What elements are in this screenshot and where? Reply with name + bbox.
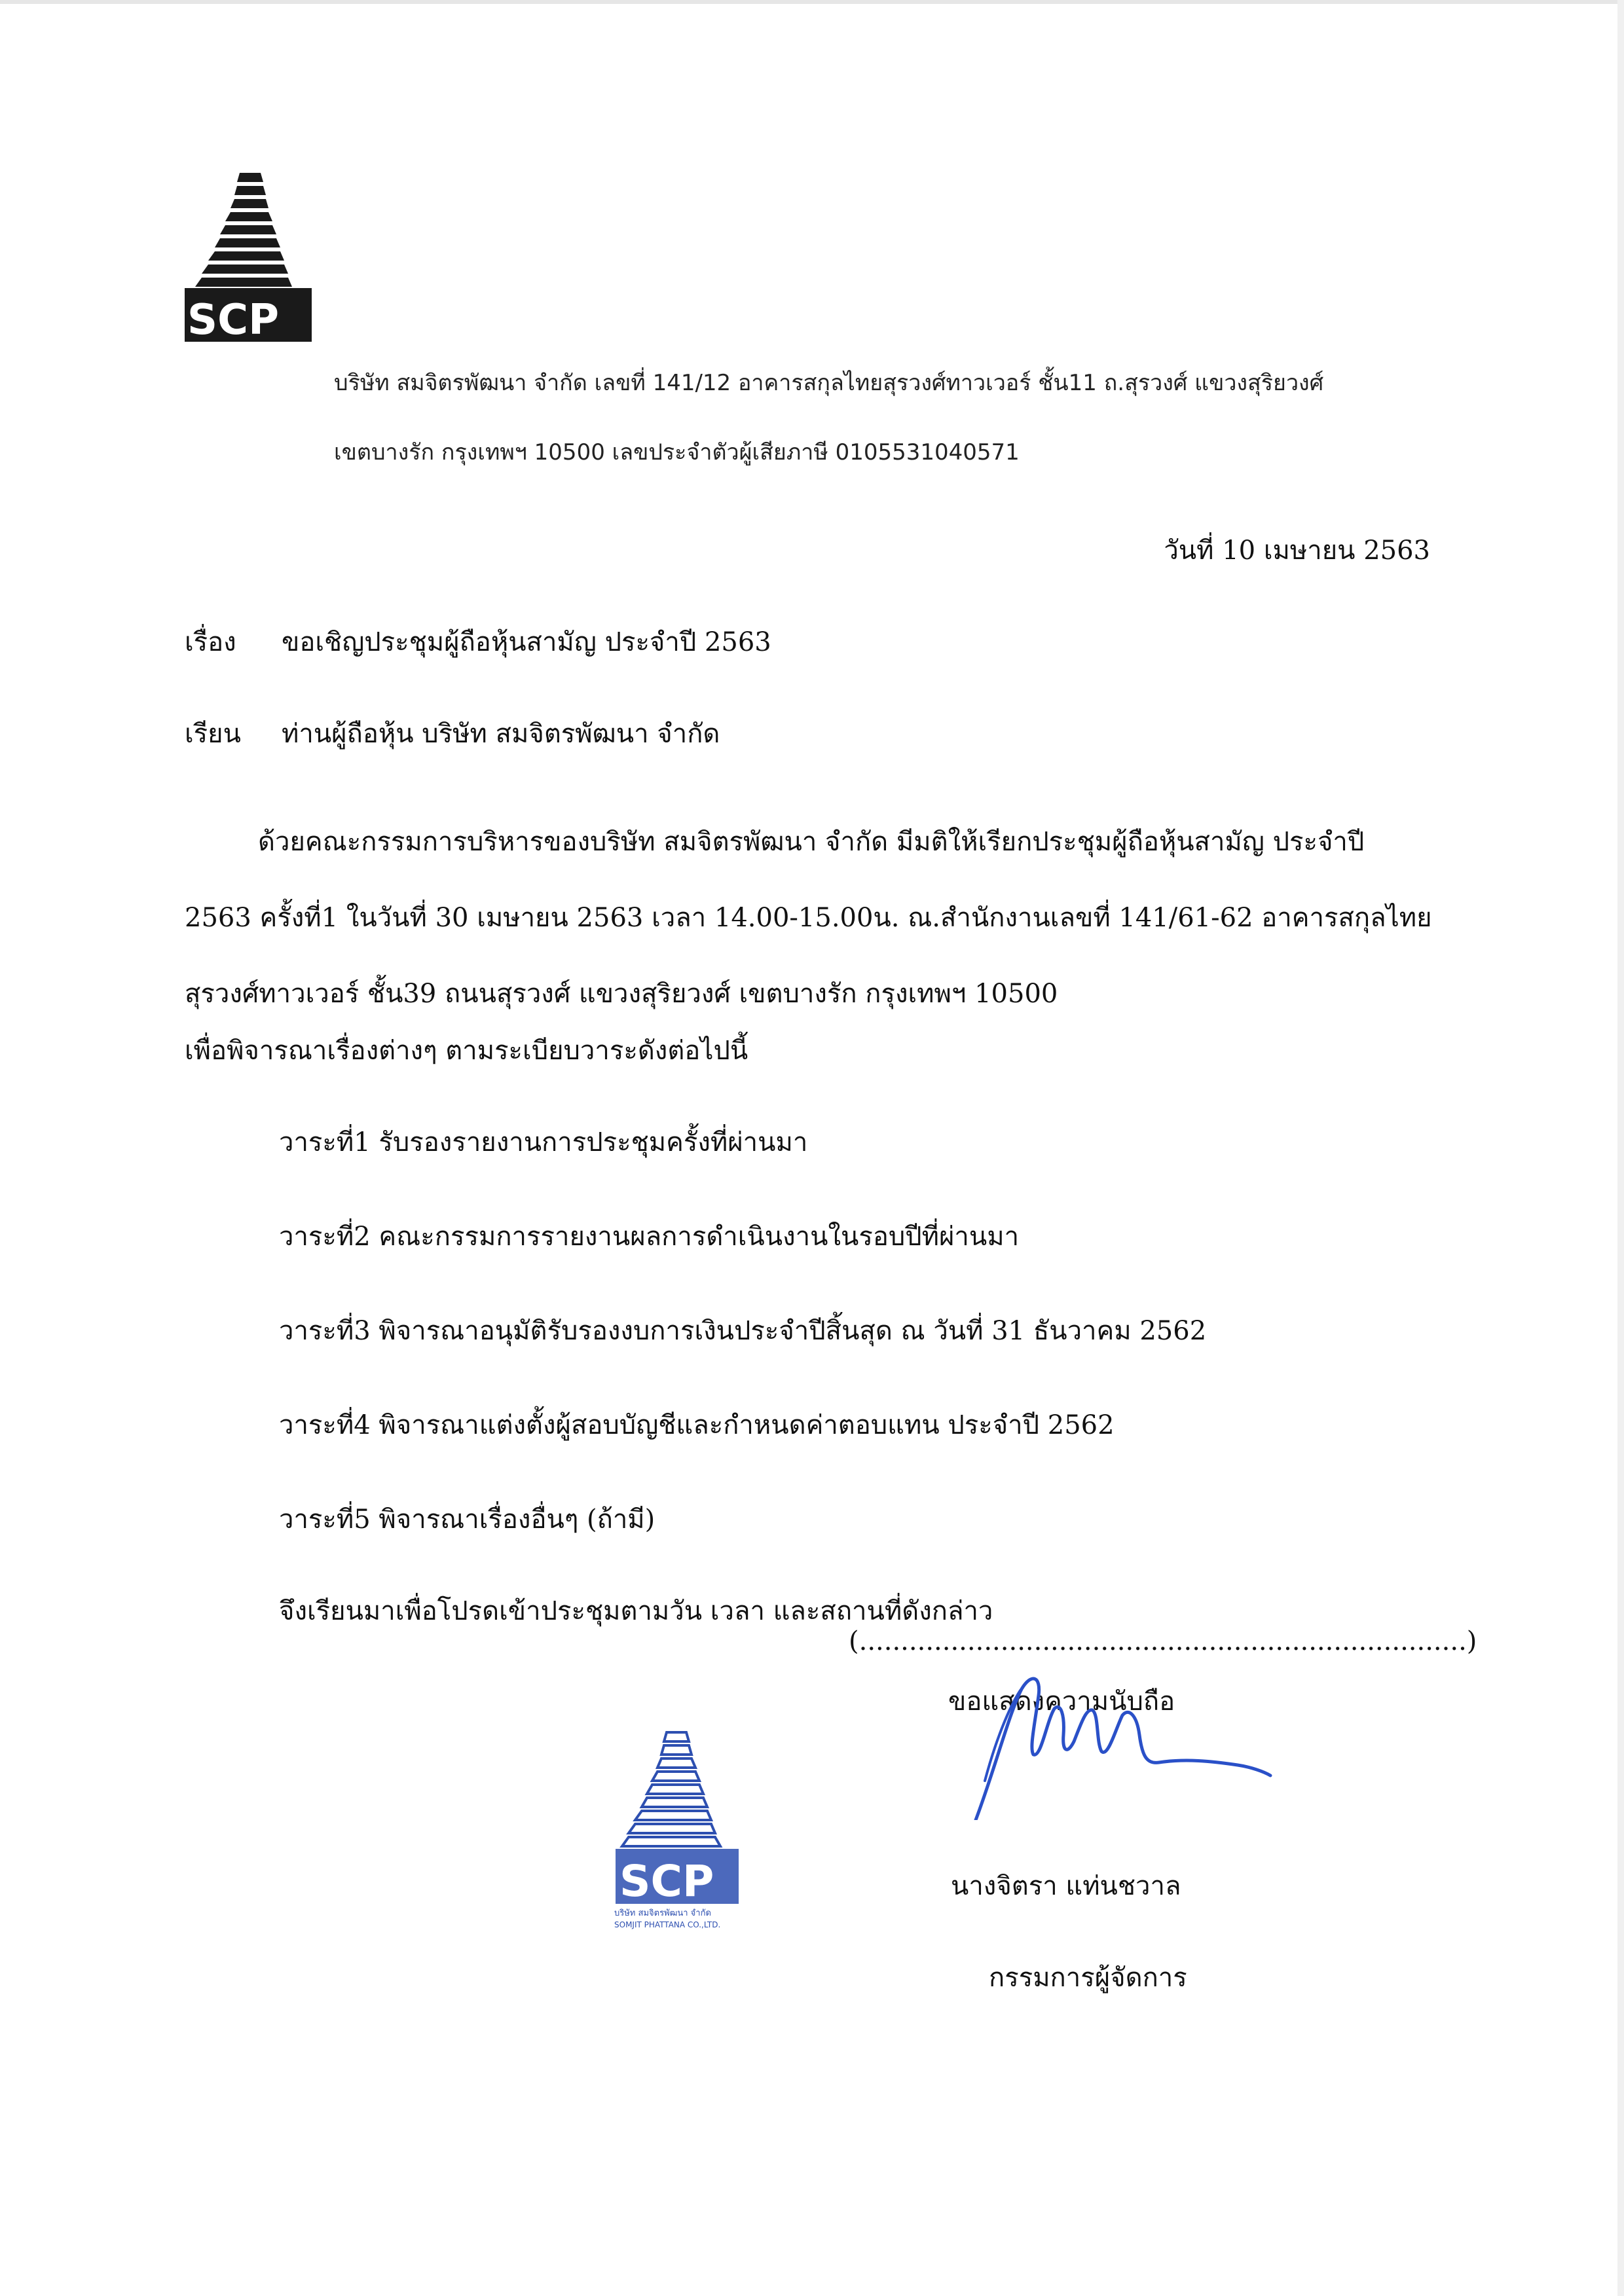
body-line-1: ด้วยคณะกรรมการบริหารของบริษัท สมจิตรพัฒนา จำกัด มีมติให้เรียกประชุมผู้ถือหุ้นสามัญ ประจำปี [258, 827, 1365, 857]
subject-label: เรื่อง [185, 627, 236, 657]
agenda-list [279, 1121, 1206, 1592]
salutation-line [185, 712, 720, 754]
body-line-2: 2563 ครั้งที่1 ในวันที่ 30 เมษายน 2563 เวลา 14.00-15.00น. ณ.สำนักงานเลขที่ 141/61-62 อาคารสกุลไทย [185, 903, 1432, 933]
subject-text: ขอเชิญประชุมผู้ถือหุ้นสามัญ ประจำปี 2563 [282, 627, 771, 657]
letterhead-line-2: เขตบางรัก กรุงเทพฯ 10500 เลขประจำตัวผู้เสียภาษี 0105531040571 [334, 439, 1020, 465]
stamp-caption-thai: บริษัท สมจิตรพัฒนา จำกัด [614, 1908, 711, 1918]
agenda-item: วาระที่4 พิจารณาแต่งตั้งผู้สอบบัญชีและกำหนดค่าตอบแทน ประจำปี 2562 [279, 1410, 1115, 1440]
letterhead [334, 348, 1447, 487]
agenda-item: วาระที่1 รับรองรายงานการประชุมครั้งที่ผ่านมา [279, 1127, 808, 1157]
body-line-3: สุรวงศ์ทาวเวอร์ ชั้น39 ถนนสุรวงศ์ แขวงสุริยวงศ์ เขตบางรัก กรุงเทพฯ 10500 [185, 979, 1058, 1009]
subject-line [185, 621, 771, 663]
signatory-position: กรรมการผู้จัดการ [989, 1963, 1187, 1993]
signature-line: (.........................................................................) [849, 1626, 1477, 1656]
handwritten-signature [845, 1611, 1303, 1820]
agenda-item: วาระที่3 พิจารณาอนุมัติรับรองงบการเงินประจำปีสิ้นสุด ณ วันที่ 31 ธันวาคม 2562 [279, 1316, 1207, 1346]
company-stamp [609, 1728, 747, 1931]
agenda-item: วาระที่5 พิจารณาเรื่องอื่นๆ (ถ้ามี) [279, 1504, 655, 1535]
logo-lettering: SCP [187, 296, 279, 342]
signatory-name: นางจิตรา แท่นชวาล [951, 1871, 1181, 1901]
consider-line: เพื่อพิจารณาเรื่องต่างๆ ตามระเบียบวาระดังต่อไปนี้ [185, 1036, 748, 1066]
body-paragraph [185, 804, 1432, 1032]
salutation-text: ท่านผู้ถือหุ้น บริษัท สมจิตรพัฒนา จำกัด [282, 719, 720, 749]
closing-line: จึงเรียนมาเพื่อโปรดเข้าประชุมตามวัน เวลา และสถานที่ดังกล่าว [279, 1596, 993, 1626]
letter-date: วันที่ 10 เมษายน 2563 [1164, 536, 1430, 566]
stamp-lettering: SCP [619, 1856, 714, 1906]
salutation-label: เรียน [185, 719, 241, 749]
regards-text: ขอแสดงความนับถือ [948, 1686, 1175, 1717]
letterhead-line-1: บริษัท สมจิตรพัฒนา จำกัด เลขที่ 141/12 อาคารสกุลไทยสุรวงศ์ทาวเวอร์ ชั้น11 ถ.สุรวงศ์ แขวงสุริยวงศ์ [334, 370, 1324, 396]
company-logo [182, 173, 314, 342]
scan-edge-top [0, 0, 1624, 4]
agenda-item: วาระที่2 คณะกรรมการรายงานผลการดำเนินงานในรอบปีที่ผ่านมา [279, 1222, 1020, 1252]
scan-edge-right [1617, 0, 1624, 2296]
stamp-caption-english: SOMJIT PHATTANA CO.,LTD. [614, 1920, 721, 1929]
